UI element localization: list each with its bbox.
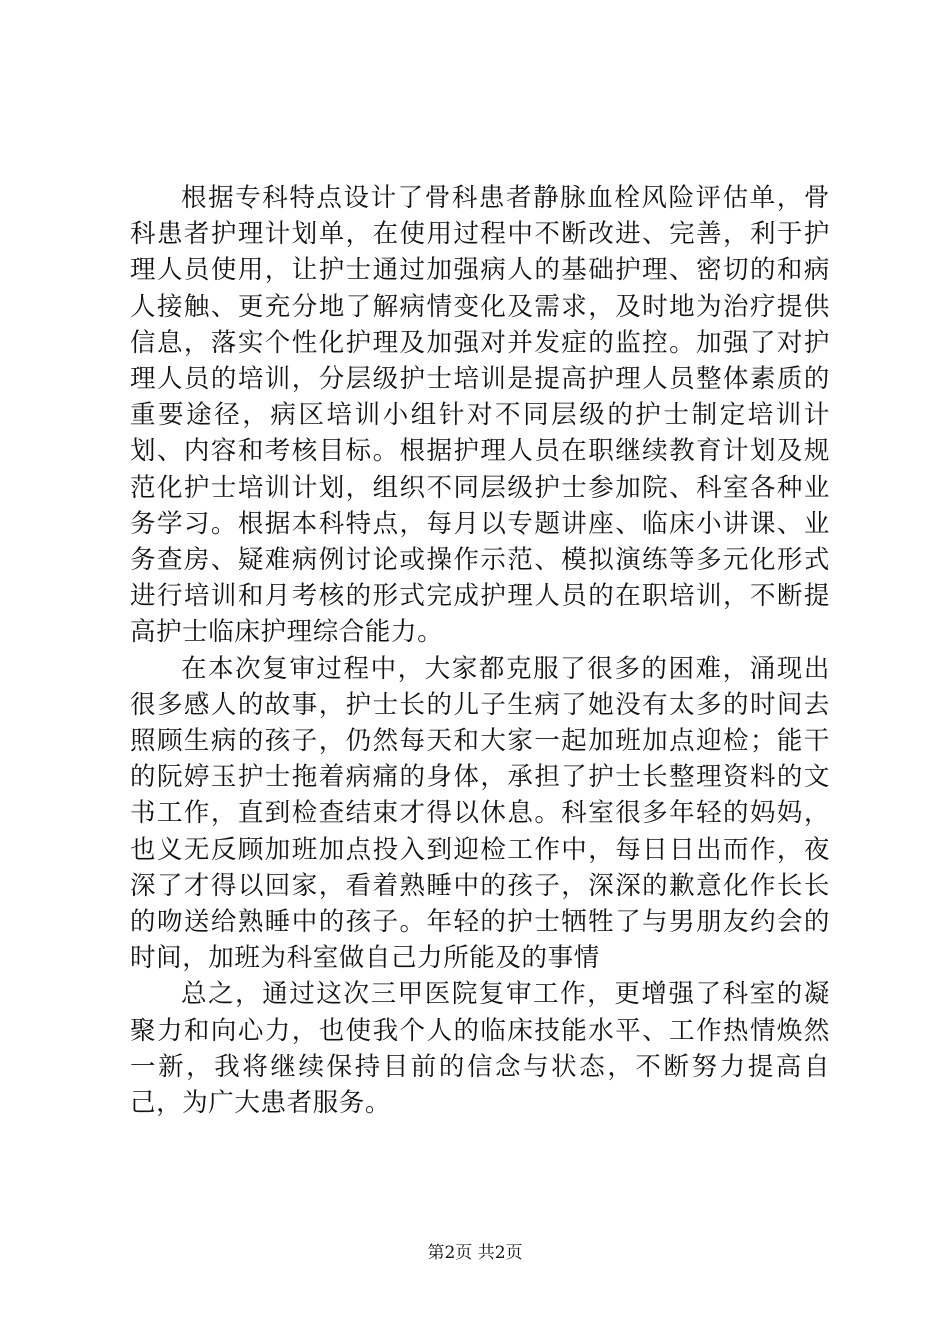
paragraph-conclusion: 总之，通过这次三甲医院复审工作，更增强了科室的凝聚力和向心力，也使我个人的临床技能水平、工作热情焕然一新，我将继续保持目前的信念与状态，不断努力提高自己，为广大患者服务。	[130, 979, 830, 1119]
document-body	[130, 180, 830, 1121]
page-number-footer: 第2页 共2页	[427, 1243, 523, 1263]
paragraph-training: 根据专科特点设计了骨科患者静脉血栓风险评估单，骨科患者护理计划单，在使用过程中不断改进、完善，利于护理人员使用，让护士通过加强病人的基础护理、密切的和病人接触、更充分地了解病情变化及需求，及时地为治疗提供信息，落实个性化护理及加强对并发症的监控。加强了对护理人员的培训，分层级护士培训是提高护理人员整体素质的重要途径，病区培训小组针对不同层级的护士制定培训计划、内容和考核目标。根据护理人员在职继续教育计划及规范化护士培训计划，组织不同层级护士参加院、科室各种业务学习。根据本科特点，每月以专题讲座、临床小讲课、业务查房、疑难病例讨论或操作示范、模拟演练等多元化形式进行培训和月考核的形式完成护理人员的在职培训，不断提高护士临床护理综合能力。	[130, 183, 830, 648]
paragraph-review-stories: 在本次复审过程中，大家都克服了很多的困难，涌现出很多感人的故事，护士长的儿子生病了她没有太多的时间去照顾生病的孩子，仍然每天和大家一起加班加点迎检；能干的阮婷玉护士拖着病痛的身体，承担了护士长整理资料的文书工作，直到检查结束才得以休息。科室很多年轻的妈妈，也义无反顾加班加点投入到迎检工作中，每日日出而作，夜深了才得以回家，看着熟睡中的孩子，深深的歉意化作长长的吻送给熟睡中的孩子。年轻的护士牺牲了与男朋友约会的时间，加班为科室做自己力所能及的事情	[130, 653, 830, 974]
